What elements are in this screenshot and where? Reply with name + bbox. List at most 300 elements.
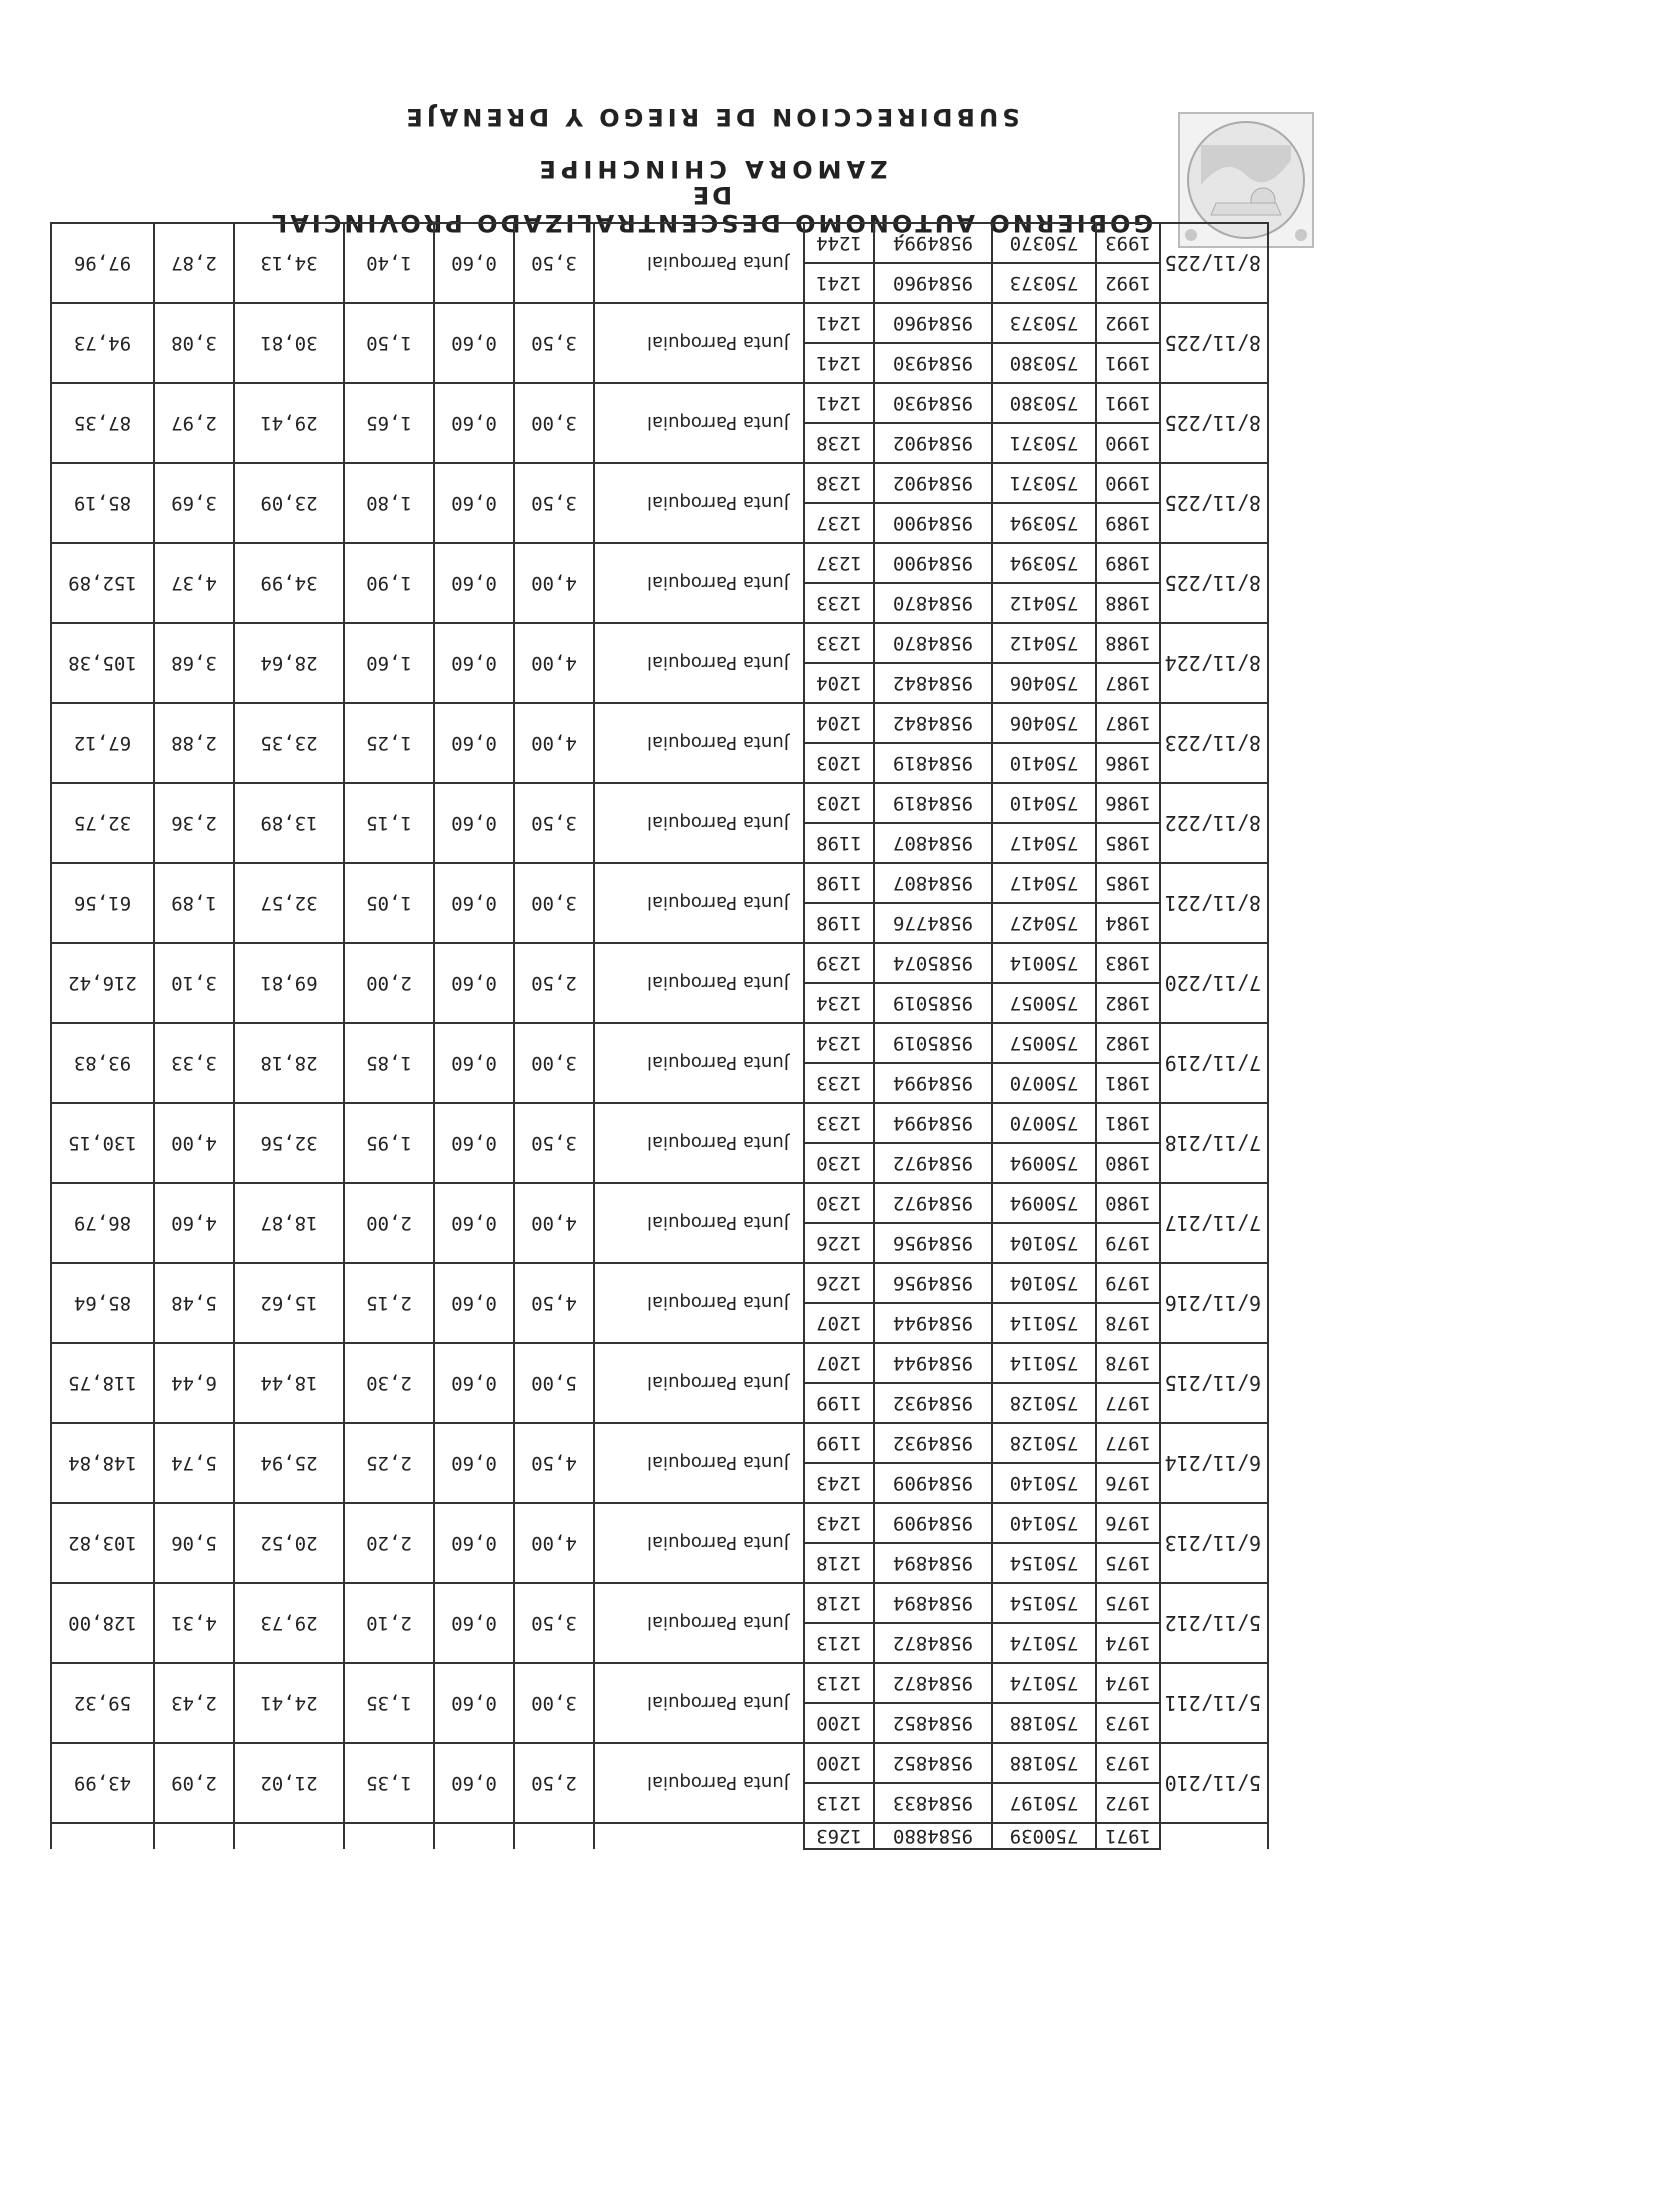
table-cell: 0,60	[434, 223, 514, 303]
segment-id-cell: 7/11/217	[1160, 1183, 1268, 1263]
table-cell: 1980	[1096, 1143, 1160, 1183]
table-cell: 13,89	[234, 783, 344, 863]
segment-id-cell: 7/11/219	[1160, 1023, 1268, 1103]
owner-cell: Junta Parroquial	[594, 1263, 804, 1343]
table-cell: 750373	[992, 263, 1096, 303]
table-row	[51, 1783, 1268, 1823]
table-cell: 750057	[992, 1023, 1096, 1063]
table-row	[51, 1463, 1268, 1503]
table-cell: 1,65	[344, 383, 434, 463]
table-cell: 1979	[1096, 1263, 1160, 1303]
owner-cell: Junta Parroquial	[594, 863, 804, 943]
table-cell: 4,00	[514, 703, 594, 783]
table-cell: 750154	[992, 1583, 1096, 1623]
table-cell: 4,00	[154, 1103, 234, 1183]
table-cell: 750410	[992, 783, 1096, 823]
table-cell: 9584902	[874, 423, 992, 463]
table-cell: 9584944	[874, 1303, 992, 1343]
table-cell: 25,94	[234, 1423, 344, 1503]
table-cell: 1983	[1096, 943, 1160, 983]
table-cell: 9584930	[874, 343, 992, 383]
table-cell: 1986	[1096, 743, 1160, 783]
segment-id-cell: 8/11/222	[1160, 783, 1268, 863]
table-cell: 1989	[1096, 543, 1160, 583]
table-cell: 105,38	[51, 623, 154, 703]
table-cell: 21,02	[234, 1743, 344, 1823]
table-cell: 9584842	[874, 703, 992, 743]
table-cell: 130,15	[51, 1103, 154, 1183]
table-cell: 18,44	[234, 1343, 344, 1423]
table-cell: 1241	[804, 383, 874, 423]
table-cell: 750371	[992, 463, 1096, 503]
table-cell: 5,74	[154, 1423, 234, 1503]
table-cell: 1238	[804, 463, 874, 503]
owner-cell: Junta Parroquial	[594, 783, 804, 863]
header-line-1: GOBIERNO AUTÓNOMO DESCENTRALIZADO PROVINCIAL DE	[268, 181, 1154, 237]
table-cell: 9585019	[874, 983, 992, 1023]
table-cell	[594, 1823, 804, 1849]
table-cell: 0,60	[434, 543, 514, 623]
table-cell: 2,97	[154, 383, 234, 463]
table-cell: 1975	[1096, 1543, 1160, 1583]
table-cell: 750394	[992, 503, 1096, 543]
table-cell: 6,44	[154, 1343, 234, 1423]
table-cell: 2,36	[154, 783, 234, 863]
segment-id-cell: 5/11/211	[1160, 1663, 1268, 1743]
table-cell: 0,60	[434, 1743, 514, 1823]
table-cell: 1203	[804, 743, 874, 783]
table-cell: 1981	[1096, 1103, 1160, 1143]
table-cell: 750128	[992, 1383, 1096, 1423]
table-cell: 28,18	[234, 1023, 344, 1103]
table-cell: 9584902	[874, 463, 992, 503]
table-cell: 86,79	[51, 1183, 154, 1263]
table-cell: 1213	[804, 1663, 874, 1703]
table-cell: 750373	[992, 303, 1096, 343]
table-cell: 1234	[804, 983, 874, 1023]
table-cell: 4,50	[514, 1263, 594, 1343]
table-cell: 5,48	[154, 1263, 234, 1343]
table-cell: 1991	[1096, 343, 1160, 383]
table-cell: 1230	[804, 1143, 874, 1183]
table-cell: 9584932	[874, 1423, 992, 1463]
table-cell: 1,05	[344, 863, 434, 943]
table-cell: 750014	[992, 943, 1096, 983]
table-row	[51, 1223, 1268, 1263]
table-cell: 0,60	[434, 303, 514, 383]
table-cell: 750039	[992, 1823, 1096, 1849]
table-cell: 0,60	[434, 1343, 514, 1423]
table-cell: 1207	[804, 1303, 874, 1343]
table-row	[51, 903, 1268, 943]
table-cell: 3,08	[154, 303, 234, 383]
table-cell: 750380	[992, 343, 1096, 383]
table-cell: 4,00	[514, 543, 594, 623]
table-row	[51, 583, 1268, 623]
table-cell: 9584994	[874, 1103, 992, 1143]
table-cell: 9584994	[874, 223, 992, 263]
table-cell: 750417	[992, 863, 1096, 903]
table-cell: 9585019	[874, 1023, 992, 1063]
table-cell: 750174	[992, 1663, 1096, 1703]
table-cell: 0,60	[434, 383, 514, 463]
table-cell: 1241	[804, 343, 874, 383]
table-cell: 1241	[804, 263, 874, 303]
table-cell: 2,00	[344, 943, 434, 1023]
table-cell: 5,06	[154, 1503, 234, 1583]
table-cell: 1243	[804, 1503, 874, 1543]
table-cell: 4,37	[154, 543, 234, 623]
table-cell: 9584807	[874, 863, 992, 903]
table-cell: 750427	[992, 903, 1096, 943]
table-cell: 2,88	[154, 703, 234, 783]
table-cell: 1237	[804, 543, 874, 583]
table-cell: 1199	[804, 1423, 874, 1463]
table-cell: 1198	[804, 823, 874, 863]
table-cell: 9584894	[874, 1543, 992, 1583]
table-cell: 1,85	[344, 1023, 434, 1103]
table-cell: 1233	[804, 623, 874, 663]
table-cell	[434, 1823, 514, 1849]
table-cell: 43,99	[51, 1743, 154, 1823]
table-cell: 1987	[1096, 663, 1160, 703]
table-cell: 9584994	[874, 1063, 992, 1103]
header-line-2: ZAMORA CHINCHIPE	[534, 155, 888, 183]
table-cell: 750417	[992, 823, 1096, 863]
table-cell: 2,43	[154, 1663, 234, 1743]
owner-cell: Junta Parroquial	[594, 943, 804, 1023]
table-cell	[514, 1823, 594, 1849]
table-cell: 32,75	[51, 783, 154, 863]
table-cell: 1239	[804, 943, 874, 983]
table-cell: 148,84	[51, 1423, 154, 1503]
table-cell: 9584842	[874, 663, 992, 703]
table-cell: 9584930	[874, 383, 992, 423]
table-cell: 750188	[992, 1743, 1096, 1783]
table-cell: 23,09	[234, 463, 344, 543]
table-cell: 1973	[1096, 1743, 1160, 1783]
table-cell: 1,35	[344, 1743, 434, 1823]
table-cell: 1976	[1096, 1463, 1160, 1503]
table-cell: 216,42	[51, 943, 154, 1023]
table-row	[51, 503, 1268, 543]
table-cell: 3,50	[514, 303, 594, 383]
table-cell: 750188	[992, 1703, 1096, 1743]
table-cell: 0,60	[434, 703, 514, 783]
table-cell: 1233	[804, 1063, 874, 1103]
owner-cell: Junta Parroquial	[594, 703, 804, 783]
table-cell: 0,60	[434, 1023, 514, 1103]
table-cell: 1973	[1096, 1703, 1160, 1743]
table-row	[51, 1703, 1268, 1743]
table-cell: 34,99	[234, 543, 344, 623]
table-cell: 118,75	[51, 1343, 154, 1423]
table-row	[51, 1823, 1268, 1849]
table-cell: 750104	[992, 1223, 1096, 1263]
table-cell: 750412	[992, 583, 1096, 623]
table-cell: 3,50	[514, 783, 594, 863]
owner-cell: Junta Parroquial	[594, 223, 804, 303]
table-cell: 1233	[804, 1103, 874, 1143]
table-cell: 1233	[804, 583, 874, 623]
table-cell: 3,00	[514, 863, 594, 943]
table-cell: 29,41	[234, 383, 344, 463]
owner-cell: Junta Parroquial	[594, 1423, 804, 1503]
table-cell: 3,00	[514, 1663, 594, 1743]
table-cell: 24,41	[234, 1663, 344, 1743]
table-row	[51, 1303, 1268, 1343]
segment-id-cell: 8/11/225	[1160, 223, 1268, 303]
table-cell: 2,50	[514, 943, 594, 1023]
table-cell: 1200	[804, 1703, 874, 1743]
table-cell: 3,69	[154, 463, 234, 543]
table-cell: 9584872	[874, 1663, 992, 1703]
table-cell: 1977	[1096, 1383, 1160, 1423]
table-cell: 9584932	[874, 1383, 992, 1423]
table-cell: 59,32	[51, 1663, 154, 1743]
table-cell: 3,50	[514, 463, 594, 543]
table-cell: 1226	[804, 1263, 874, 1303]
segment-id-cell: 6/11/215	[1160, 1343, 1268, 1423]
table-cell: 87,35	[51, 383, 154, 463]
table-cell: 750371	[992, 423, 1096, 463]
table-cell: 9584819	[874, 783, 992, 823]
table-cell: 1230	[804, 1183, 874, 1223]
table-cell: 32,56	[234, 1103, 344, 1183]
table-cell: 1263	[804, 1823, 874, 1849]
segment-id-cell: 6/11/213	[1160, 1503, 1268, 1583]
header-line-3: SUBDIRECCION DE RIEGO Y DRENAJE	[402, 103, 1020, 131]
table-cell: 9584870	[874, 623, 992, 663]
owner-cell: Junta Parroquial	[594, 1663, 804, 1743]
table-cell: 9584909	[874, 1463, 992, 1503]
table-row	[51, 1063, 1268, 1103]
table-cell: 0,60	[434, 623, 514, 703]
table-cell: 18,87	[234, 1183, 344, 1263]
table-cell: 1988	[1096, 623, 1160, 663]
table-cell: 9584972	[874, 1143, 992, 1183]
table-cell: 9584956	[874, 1223, 992, 1263]
table-cell: 2,20	[344, 1503, 434, 1583]
owner-cell: Junta Parroquial	[594, 1583, 804, 1663]
table-cell: 3,10	[154, 943, 234, 1023]
table-cell: 1237	[804, 503, 874, 543]
table-cell: 9584900	[874, 503, 992, 543]
table-cell: 4,00	[514, 1183, 594, 1263]
table-cell: 4,50	[514, 1423, 594, 1503]
table-cell: 4,00	[514, 1503, 594, 1583]
table-cell: 1992	[1096, 263, 1160, 303]
table-cell: 23,35	[234, 703, 344, 783]
table-cell: 1243	[804, 1463, 874, 1503]
table-cell: 1213	[804, 1783, 874, 1823]
table-cell: 0,60	[434, 943, 514, 1023]
table-cell: 152,89	[51, 543, 154, 623]
table-cell: 750370	[992, 223, 1096, 263]
table-cell	[51, 1823, 154, 1849]
table-row	[51, 1623, 1268, 1663]
segment-id-cell: 8/11/225	[1160, 383, 1268, 463]
owner-cell: Junta Parroquial	[594, 1103, 804, 1183]
table-cell: 0,60	[434, 863, 514, 943]
table-cell: 750070	[992, 1103, 1096, 1143]
table-cell: 750140	[992, 1463, 1096, 1503]
table-cell: 1238	[804, 423, 874, 463]
segment-id-cell: 7/11/218	[1160, 1103, 1268, 1183]
table-cell: 2,09	[154, 1743, 234, 1823]
table-cell: 750104	[992, 1263, 1096, 1303]
table-cell: 750410	[992, 743, 1096, 783]
table-cell: 1974	[1096, 1663, 1160, 1703]
table-cell: 2,87	[154, 223, 234, 303]
segment-id-cell: 8/11/225	[1160, 543, 1268, 623]
table-cell: 1977	[1096, 1423, 1160, 1463]
table-cell: 750094	[992, 1143, 1096, 1183]
table-cell: 1,89	[154, 863, 234, 943]
table-cell: 750406	[992, 703, 1096, 743]
table-cell: 1981	[1096, 1063, 1160, 1103]
table-cell: 2,30	[344, 1343, 434, 1423]
table-cell: 4,00	[514, 623, 594, 703]
owner-cell: Junta Parroquial	[594, 463, 804, 543]
table-cell: 9584776	[874, 903, 992, 943]
segment-id-cell: 8/11/224	[1160, 623, 1268, 703]
table-cell: 1993	[1096, 223, 1160, 263]
table-cell: 2,15	[344, 1263, 434, 1343]
table-row	[51, 743, 1268, 783]
table-cell: 1972	[1096, 1783, 1160, 1823]
table-cell: 9584870	[874, 583, 992, 623]
segment-id-cell: 6/11/214	[1160, 1423, 1268, 1503]
table-cell: 9584852	[874, 1743, 992, 1783]
table-cell: 97,96	[51, 223, 154, 303]
table-cell: 94,73	[51, 303, 154, 383]
table-cell: 750094	[992, 1183, 1096, 1223]
table-cell: 1984	[1096, 903, 1160, 943]
table-cell: 4,31	[154, 1583, 234, 1663]
table-cell: 1988	[1096, 583, 1160, 623]
table-cell: 0,60	[434, 463, 514, 543]
table-cell: 1990	[1096, 463, 1160, 503]
table-cell: 750114	[992, 1343, 1096, 1383]
owner-cell: Junta Parroquial	[594, 543, 804, 623]
table-cell: 3,50	[514, 1583, 594, 1663]
table-cell: 3,50	[514, 1103, 594, 1183]
table-row	[51, 423, 1268, 463]
owner-cell: Junta Parroquial	[594, 1183, 804, 1263]
table-cell: 32,57	[234, 863, 344, 943]
table-cell: 34,13	[234, 223, 344, 303]
table-cell	[1160, 1823, 1268, 1849]
table-cell: 1990	[1096, 423, 1160, 463]
table-cell: 9584960	[874, 303, 992, 343]
table-cell: 69,81	[234, 943, 344, 1023]
segment-id-cell: 8/11/225	[1160, 463, 1268, 543]
table-cell: 1,80	[344, 463, 434, 543]
table-cell: 1986	[1096, 783, 1160, 823]
table-cell: 1974	[1096, 1623, 1160, 1663]
table-cell: 1200	[804, 1743, 874, 1783]
table-cell: 1204	[804, 663, 874, 703]
table-cell: 1,25	[344, 703, 434, 783]
table-cell: 103,82	[51, 1503, 154, 1583]
table-cell: 1982	[1096, 1023, 1160, 1063]
table-cell: 0,60	[434, 1183, 514, 1263]
table-cell: 9584852	[874, 1703, 992, 1743]
table-cell: 2,10	[344, 1583, 434, 1663]
table-cell: 2,50	[514, 1743, 594, 1823]
table-row	[51, 343, 1268, 383]
table-cell: 1207	[804, 1343, 874, 1383]
table-cell: 1,15	[344, 783, 434, 863]
table-cell: 9584880	[874, 1823, 992, 1849]
table-cell: 1976	[1096, 1503, 1160, 1543]
table-cell: 2,00	[344, 1183, 434, 1263]
table-cell: 1204	[804, 703, 874, 743]
table-cell: 1,35	[344, 1663, 434, 1743]
owner-cell: Junta Parroquial	[594, 1743, 804, 1823]
segment-id-cell: 8/11/223	[1160, 703, 1268, 783]
segment-id-cell: 8/11/221	[1160, 863, 1268, 943]
table-cell	[344, 1823, 434, 1849]
owner-cell: Junta Parroquial	[594, 1343, 804, 1423]
table-cell: 0,60	[434, 1663, 514, 1743]
table-cell: 3,33	[154, 1023, 234, 1103]
table-cell: 9584807	[874, 823, 992, 863]
table-cell: 9585074	[874, 943, 992, 983]
table-cell: 1218	[804, 1583, 874, 1623]
table-cell: 750114	[992, 1303, 1096, 1343]
table-row	[51, 983, 1268, 1023]
table-cell: 0,60	[434, 1263, 514, 1343]
table-cell: 1978	[1096, 1343, 1160, 1383]
table-cell: 1241	[804, 303, 874, 343]
table-cell: 9584900	[874, 543, 992, 583]
table-cell: 1213	[804, 1623, 874, 1663]
table-cell: 750380	[992, 383, 1096, 423]
table-cell: 1975	[1096, 1583, 1160, 1623]
table-cell: 5,00	[514, 1343, 594, 1423]
table-cell: 1199	[804, 1383, 874, 1423]
table-cell: 9584972	[874, 1183, 992, 1223]
table-cell: 9584819	[874, 743, 992, 783]
table-cell: 750140	[992, 1503, 1096, 1543]
table-cell: 1226	[804, 1223, 874, 1263]
table-cell: 85,64	[51, 1263, 154, 1343]
table-row	[51, 263, 1268, 303]
table-cell: 750057	[992, 983, 1096, 1023]
table-row	[51, 823, 1268, 863]
table-cell: 0,60	[434, 1103, 514, 1183]
owner-cell: Junta Parroquial	[594, 623, 804, 703]
table-cell: 750406	[992, 663, 1096, 703]
table-cell: 9584960	[874, 263, 992, 303]
segment-id-cell: 7/11/220	[1160, 943, 1268, 1023]
table-cell: 1244	[804, 223, 874, 263]
table-cell: 1198	[804, 863, 874, 903]
segment-id-cell: 6/11/216	[1160, 1263, 1268, 1343]
table-cell: 9584833	[874, 1783, 992, 1823]
table-cell: 750197	[992, 1783, 1096, 1823]
table-cell: 85,19	[51, 463, 154, 543]
table-cell: 1971	[1096, 1823, 1160, 1849]
table-cell: 1,40	[344, 223, 434, 303]
table-cell	[154, 1823, 234, 1849]
table-cell: 1982	[1096, 983, 1160, 1023]
table-row	[51, 1543, 1268, 1583]
table-cell: 750174	[992, 1623, 1096, 1663]
table-cell: 93,83	[51, 1023, 154, 1103]
